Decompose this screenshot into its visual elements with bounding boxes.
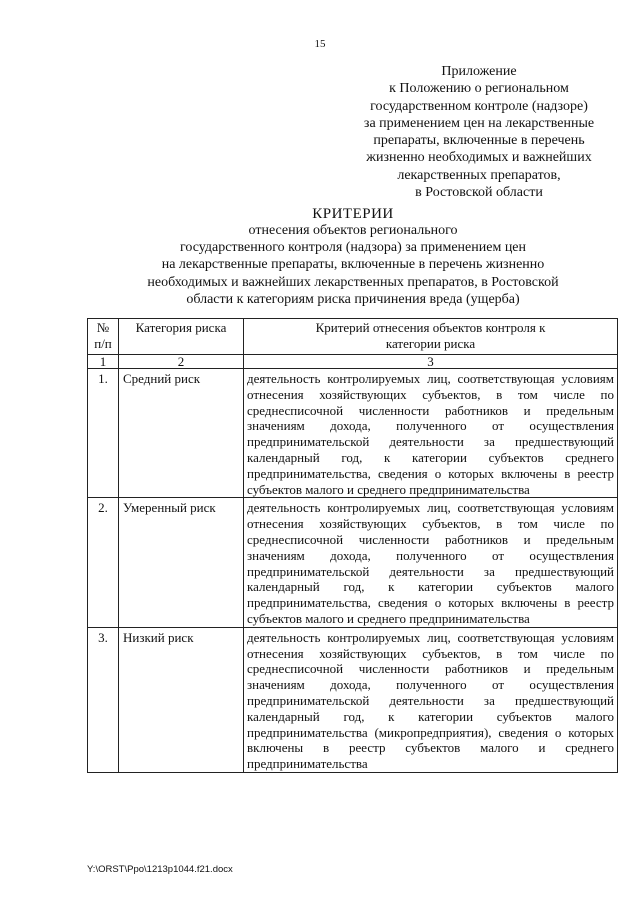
- criteria-table: [87, 318, 618, 773]
- subtitle-line: на лекарственные препараты, включенные в перечень жизненно: [161, 257, 545, 273]
- column-number: 3: [244, 355, 618, 369]
- appendix-line: к Положению о региональном: [389, 81, 569, 97]
- risk-category: Средний риск: [119, 369, 244, 498]
- appendix-line: за применением цен на лекарственные: [363, 115, 595, 131]
- subtitle-line: необходимых и важнейших лекарственных препаратов, в Ростовской: [147, 274, 559, 290]
- row-number: 3.: [88, 627, 119, 772]
- risk-criterion: деятельность контролируемых лиц, соответствующая условиям отнесения хозяйствующих субъектов, в том числе по среднесписочной численности работников и предельным значениям дохода, полученного от осуществления предпринимательской деятельности за предшествующий календарный год, к категории субъектов малого предпринимательства (микропредприятия), сведения о которых включены в реестр субъектов малого и среднего предпринимательства: [244, 627, 618, 772]
- risk-category: Низкий риск: [119, 627, 244, 772]
- table-row: [88, 498, 618, 627]
- file-path-footer: Y:\ORST\Ppo\1213p1044.f21.docx: [87, 864, 233, 875]
- risk-category: Умеренный риск: [119, 498, 244, 627]
- table-header-row: [88, 319, 618, 355]
- column-number: 2: [119, 355, 244, 369]
- appendix-line: Приложение: [441, 64, 517, 79]
- appendix-line: препараты, включенные в перечень: [373, 133, 585, 149]
- table-row: [88, 627, 618, 772]
- subtitle-line: отнесения объектов регионального: [248, 223, 458, 238]
- column-number-row: [88, 355, 618, 369]
- appendix-line: жизненно необходимых и важнейших: [366, 150, 592, 166]
- risk-criterion: деятельность контролируемых лиц, соответствующая условиям отнесения хозяйствующих субъектов, в том числе по среднесписочной численности работников и предельным значениям дохода, полученного от осуществления предпринимательской деятельности за предшествующий календарный год, к категории субъектов малого предпринимательства, сведения о которых включены в реестр субъектов малого и среднего предпринимательства: [244, 498, 618, 627]
- appendix-line: в Ростовской области: [415, 185, 543, 201]
- header-criterion: Критерий отнесения объектов контроля к категории риска: [244, 319, 618, 355]
- appendix-header: [352, 63, 606, 201]
- column-number: 1: [88, 355, 119, 369]
- subtitle-line: государственного контроля (надзора) за применением цен: [179, 240, 527, 256]
- appendix-line: лекарственных препаратов,: [397, 167, 561, 183]
- document-subtitle: [88, 222, 618, 308]
- header-num: № п/п: [88, 319, 119, 355]
- risk-criterion: деятельность контролируемых лиц, соответствующая условиям отнесения хозяйствующих субъектов, в том числе по среднесписочной численности работников и предельным значениям дохода, полученного от осуществления предпринимательской деятельности за предшествующий календарный год, к категории субъектов среднего предпринимательства, сведения о которых включены в реестр субъектов малого и среднего предпринимательства: [244, 369, 618, 498]
- row-number: 1.: [88, 369, 119, 498]
- subtitle-line: области к категориям риска причинения вреда (ущерба): [186, 291, 520, 307]
- page-number: 15: [314, 38, 326, 50]
- document-title: КРИТЕРИИ: [312, 206, 394, 222]
- appendix-line: государственном контроле (надзоре): [370, 98, 588, 114]
- row-number: 2.: [88, 498, 119, 627]
- header-category: Категория риска: [119, 319, 244, 355]
- table-row: [88, 369, 618, 498]
